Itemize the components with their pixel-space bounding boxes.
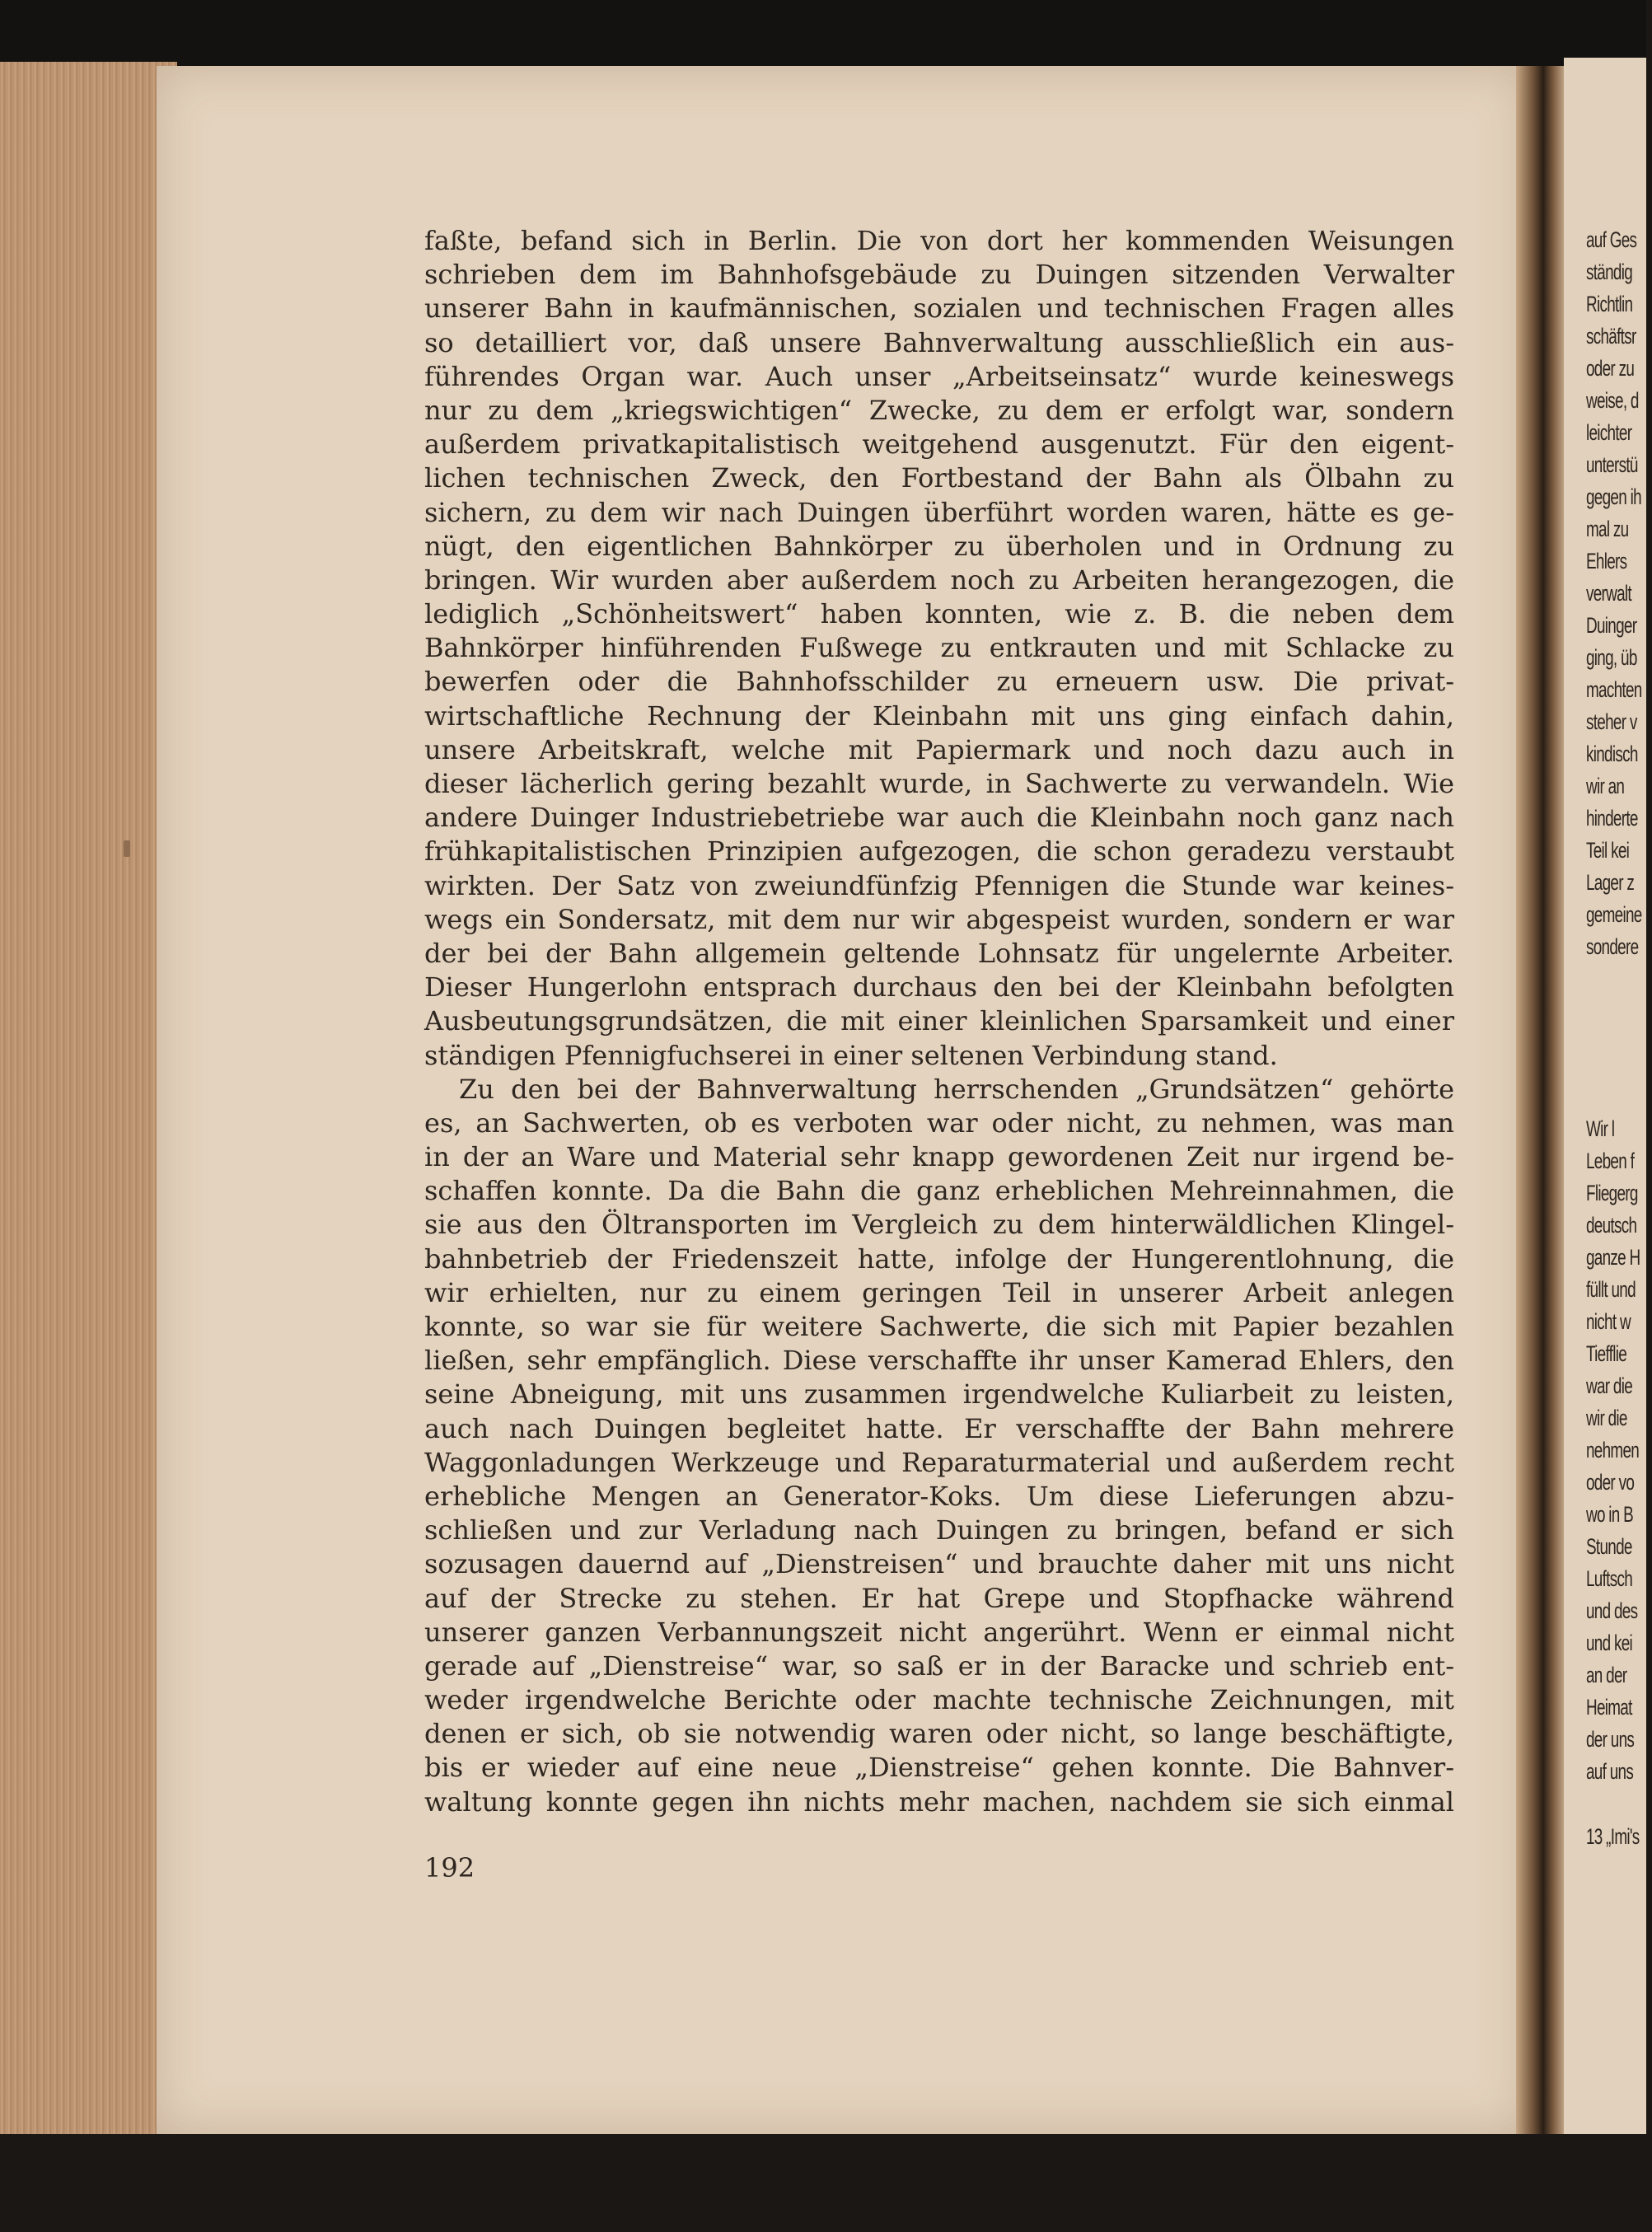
body-line: es, an Sachwerten, ob es verboten war oder nicht, zu nehmen, was man xyxy=(424,1107,1454,1139)
margin-line: deutsch xyxy=(1586,1213,1637,1238)
margin-line: Tiefflie xyxy=(1586,1341,1627,1366)
body-line: sichern, zu dem wir nach Duingen überführt worden waren, hätte es ge- xyxy=(424,496,1454,528)
margin-line: Teil kei xyxy=(1586,838,1630,863)
margin-line: wir die xyxy=(1586,1406,1627,1430)
margin-line: auf uns xyxy=(1586,1759,1634,1784)
margin-line: Luftsch xyxy=(1586,1566,1633,1591)
body-line: wirkten. Der Satz von zweiundfünfzig Pfennigen die Stunde war keines- xyxy=(424,869,1454,901)
body-line: wir erhielten, nur zu einem geringen Teil in unserer Arbeit anlegen xyxy=(424,1276,1454,1308)
margin-line: wir an xyxy=(1586,774,1625,798)
body-line: weder irgendwelche Berichte oder machte technische Zeichnungen, mit xyxy=(424,1684,1454,1716)
margin-line: hinderte xyxy=(1586,806,1638,831)
body-line: seine Abneigung, mit uns zusammen irgendwelche Kuliarbeit zu leisten, xyxy=(424,1378,1454,1411)
body-line: schaffen konnte. Da die Bahn die ganz erheblichen Mehreinnahmen, die xyxy=(424,1175,1454,1207)
right-page-margin-text xyxy=(1586,224,1652,1847)
body-line: auf der Strecke zu stehen. Er hat Grepe und Stopfhacke während xyxy=(424,1582,1454,1614)
body-line: schließen und zur Verladung nach Duingen zu bringen, befand er sich xyxy=(424,1514,1454,1546)
scanner-bed-top xyxy=(0,0,1646,66)
body-line: sie aus den Öltransporten im Vergleich zu dem hinterwäldlichen Klingel- xyxy=(424,1209,1454,1241)
margin-line: war die xyxy=(1586,1373,1633,1398)
body-line: konnte, so war sie für weitere Sachwerte, die sich mit Papier bezahlen xyxy=(424,1311,1454,1342)
margin-line: unterstü xyxy=(1586,452,1638,477)
margin-line: Fliegerg xyxy=(1586,1181,1638,1205)
body-line: wegs ein Sondersatz, mit dem nur wir abgespeist wurden, sondern er war xyxy=(424,903,1454,935)
body-line: bewerfen oder die Bahnhofsschilder zu erneuern usw. Die privat- xyxy=(424,666,1454,698)
body-line: erhebliche Mengen an Generator-Koks. Um diese Lieferungen abzu- xyxy=(424,1480,1454,1512)
margin-line: mal zu xyxy=(1586,517,1629,541)
margin-line: ganze H xyxy=(1586,1245,1640,1270)
body-line: bahnbetrieb der Friedenszeit hatte, infolge der Hungerentlohnung, die xyxy=(424,1242,1454,1275)
margin-line: Stunde xyxy=(1586,1534,1632,1559)
margin-line: Richtlin xyxy=(1586,292,1633,316)
body-line: in der an Ware und Material sehr knapp gewordenen Zeit nur irgend be- xyxy=(424,1141,1454,1173)
body-line: andere Duinger Industriebetriebe war auch die Kleinbahn noch ganz nach xyxy=(424,802,1454,834)
body-line: Bahnkörper hinführenden Fußwege zu entkrauten und mit Schlacke zu xyxy=(424,632,1454,664)
margin-line: Heimat xyxy=(1586,1695,1632,1720)
margin-line: an der xyxy=(1586,1663,1627,1687)
margin-line: gegen ih xyxy=(1586,484,1641,509)
margin-line: schäftsr xyxy=(1586,324,1636,349)
body-line: lichen technischen Zweck, den Fortbestand der Bahn als Ölbahn zu xyxy=(424,462,1454,494)
body-line-paragraph-start: Zu den bei der Bahnverwaltung herrschenden „Grundsätzen“ gehörte xyxy=(459,1073,1454,1105)
body-line: faßte, befand sich in Berlin. Die von dort her kommenden Weisungen xyxy=(424,225,1454,256)
body-line: außerdem privatkapitalistisch weitgehend ausgenutzt. Für den eigent- xyxy=(424,428,1454,461)
body-line: nur zu dem „kriegswichtigen“ Zwecke, zu dem er erfolgt war, sondern xyxy=(424,394,1454,426)
body-line: lediglich „Schönheitswert“ haben konnten, wie z. B. die neben dem xyxy=(424,598,1454,630)
margin-line: füllt und xyxy=(1586,1277,1636,1302)
margin-section-gap xyxy=(1586,963,1652,1113)
page-edge-mark xyxy=(124,840,130,857)
margin-line: leichter xyxy=(1586,420,1632,445)
margin-line: ging, üb xyxy=(1586,645,1637,670)
body-line: denen er sich, ob sie notwendig waren oder nicht, so lange beschäftigte, xyxy=(424,1718,1454,1750)
body-line: waltung konnte gegen ihn nichts mehr machen, nachdem sie sich einmal xyxy=(424,1785,1454,1818)
margin-line: Lager z xyxy=(1586,870,1635,895)
body-line: unserer ganzen Verbannungszeit nicht angerührt. Wenn er einmal nicht xyxy=(424,1616,1454,1648)
margin-line: Duinger xyxy=(1586,613,1637,638)
margin-line: oder vo xyxy=(1586,1470,1635,1495)
body-line: dieser lächerlich gering bezahlt wurde, in Sachwerte zu verwandeln. Wie xyxy=(424,768,1454,799)
body-line: bis er wieder auf eine neue „Dienstreise“ gehen konnte. Die Bahnver- xyxy=(424,1752,1454,1784)
margin-line: machten xyxy=(1586,677,1642,702)
body-line: unserer Bahn in kaufmännischen, sozialen und technischen Fragen alles xyxy=(424,292,1454,325)
body-line: der bei der Bahn allgemein geltende Lohnsatz für ungelernte Arbeiter. xyxy=(424,937,1454,969)
margin-line: und kei xyxy=(1586,1631,1633,1655)
body-line: führendes Organ war. Auch unser „Arbeitseinsatz“ wurde keineswegs xyxy=(424,360,1454,392)
margin-line: nicht w xyxy=(1586,1309,1631,1334)
body-line: wirtschaftliche Rechnung der Kleinbahn mit uns ging einfach dahin, xyxy=(424,700,1454,732)
book-gutter xyxy=(1516,66,1565,2232)
margin-line: steher v xyxy=(1586,709,1637,734)
body-line: bringen. Wir wurden aber außerdem noch zu Arbeiten herangezogen, die xyxy=(424,564,1454,596)
page-number: 192 xyxy=(424,1852,475,1883)
margin-line: und des xyxy=(1586,1598,1638,1623)
margin-line: gemeine xyxy=(1586,902,1642,927)
body-line: ließen, sehr empfänglich. Diese verschaffte ihr unser Kamerad Ehlers, den xyxy=(424,1345,1454,1377)
body-line-paragraph-end: ständigen Pfennigfuchserei in einer seltenen Verbindung stand. xyxy=(424,1039,1278,1071)
body-line: Dieser Hungerlohn entsprach durchaus den bei der Kleinbahn befolgten xyxy=(424,971,1454,1004)
margin-line: auf Ges xyxy=(1586,227,1637,252)
margin-line: ständig xyxy=(1586,260,1633,284)
margin-line: verwalt xyxy=(1586,581,1631,606)
body-line: unsere Arbeitskraft, welche mit Papiermark und noch dazu auch in xyxy=(424,733,1454,765)
margin-line: Wir l xyxy=(1586,1116,1615,1141)
margin-line: sondere xyxy=(1586,934,1639,959)
margin-line: oder zu xyxy=(1586,356,1635,381)
margin-line: der uns xyxy=(1586,1727,1635,1752)
body-line: Ausbeutungsgrundsätzen, die mit einer kleinlichen Sparsamkeit und einer xyxy=(424,1005,1454,1037)
body-line: frühkapitalistischen Prinzipien aufgezogen, die schon geradezu verstaubt xyxy=(424,835,1454,868)
body-line: nügt, den eigentlichen Bahnkörper zu überholen und in Ordnung zu xyxy=(424,530,1454,562)
margin-footnote: 13 „Imi's xyxy=(1586,1824,1640,1849)
body-line: Waggonladungen Werkzeuge und Reparaturmaterial und außerdem recht xyxy=(424,1446,1454,1478)
body-line: auch nach Duingen begleitet hatte. Er verschaffte der Bahn mehrere xyxy=(424,1412,1454,1444)
book-page-edges xyxy=(0,62,177,2232)
body-text xyxy=(424,224,1454,1819)
margin-line: wo in B xyxy=(1586,1502,1634,1527)
margin-line: weise, d xyxy=(1586,388,1639,413)
body-line: so detailliert vor, daß unsere Bahnverwaltung ausschließlich ein aus- xyxy=(424,326,1454,358)
margin-line: Ehlers xyxy=(1586,549,1627,573)
body-line: schrieben dem im Bahnhofsgebäude zu Duingen sitzenden Verwalter xyxy=(424,259,1454,291)
scanner-bed-bottom xyxy=(0,2134,1646,2232)
margin-line: nehmen xyxy=(1586,1438,1640,1462)
body-line: gerade auf „Dienstreise“ war, so saß er in der Baracke und schrieb ent- xyxy=(424,1649,1454,1682)
margin-line: Leben f xyxy=(1586,1149,1635,1173)
body-line: sozusagen dauernd auf „Dienstreisen“ und brauchte daher mit uns nicht xyxy=(424,1548,1454,1580)
margin-line: kindisch xyxy=(1586,742,1638,766)
